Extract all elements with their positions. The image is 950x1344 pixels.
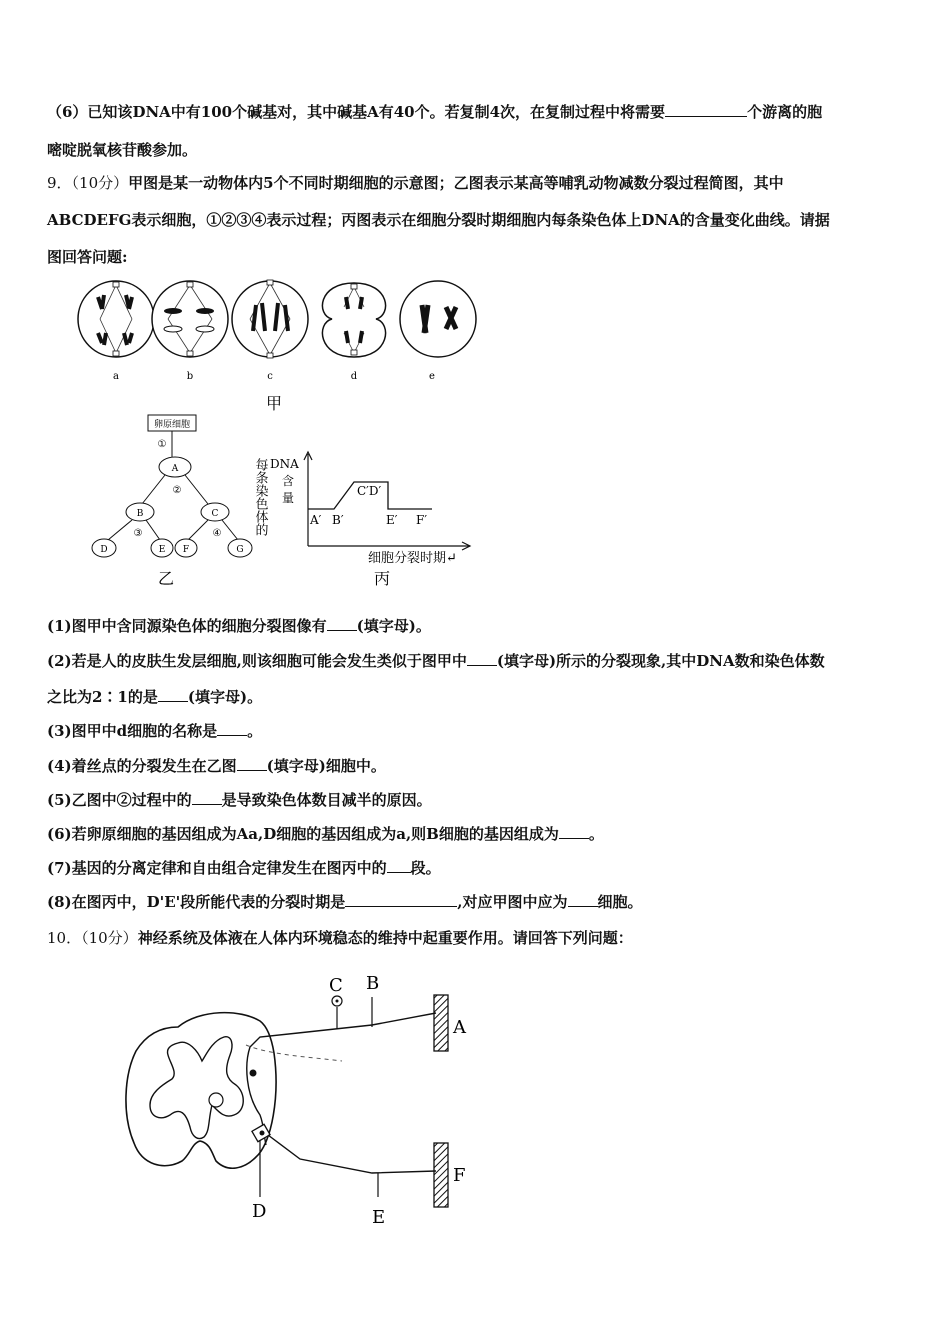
yi-node-f: F bbox=[182, 545, 190, 555]
q8-6-line1 bbox=[47, 102, 822, 122]
answer-blank[interactable] bbox=[387, 858, 411, 873]
q9-intro-line2: ABCDEFG表示细胞，①②③④表示过程；丙图表示在细胞分裂时期细胞内每条染色体上DNA的含量变化曲线。请据 bbox=[47, 211, 830, 229]
answer-blank[interactable] bbox=[192, 790, 222, 805]
q9-sub1-text-b: (填字母)。 bbox=[356, 617, 431, 635]
q9-sub4-text-a: (4)着丝点的分裂发生在乙图 bbox=[47, 757, 237, 775]
q9-sub5-text-b: 是导致染色体数目减半的原因。 bbox=[221, 791, 432, 809]
answer-blank[interactable] bbox=[345, 892, 457, 907]
q9-sub2-line2 bbox=[47, 687, 262, 707]
bing-ylabel-dna: DNA bbox=[270, 457, 299, 471]
reflex-label-b: B bbox=[366, 973, 380, 994]
q9-sub3 bbox=[47, 721, 262, 741]
cell-c bbox=[232, 280, 308, 358]
figure-yi bbox=[80, 412, 270, 592]
q9-sub7 bbox=[47, 858, 441, 878]
bing-ylabel-vertical: 每条染色体的 bbox=[252, 458, 268, 536]
yi-step4: ④ bbox=[212, 528, 222, 539]
bing-ylabel-han: 含 bbox=[282, 474, 295, 488]
figure-bing bbox=[248, 448, 478, 593]
q9-sub4-text-b: (填字母)细胞中。 bbox=[266, 757, 386, 775]
bing-pt-e: E′ bbox=[386, 513, 398, 527]
answer-blank[interactable] bbox=[327, 616, 357, 631]
answer-blank[interactable] bbox=[559, 824, 589, 839]
q9-sub7-text-a: (7)基因的分离定律和自由组合定律发生在图丙中的 bbox=[47, 859, 387, 877]
bing-pt-cd: C′D′ bbox=[357, 484, 382, 498]
q9-sub5 bbox=[47, 790, 432, 810]
q9-sub8-text-b: ,对应甲图中应为 bbox=[457, 893, 568, 911]
q10-text: 神经系统及体液在人体内环境稳态的维持中起重要作用。请回答下列问题： bbox=[137, 929, 633, 947]
bing-xlabel: 细胞分裂时期↵ bbox=[368, 551, 457, 566]
q8-6-text-a: （6）已知该DNA中有100个碱基对，其中碱基A有40个。若复制4次，在复制过程中将需要 bbox=[47, 103, 666, 121]
figure-jia bbox=[70, 275, 490, 415]
cell-label-e: e bbox=[429, 371, 435, 382]
q9-sub2-text-c: 之比为2∶1的是 bbox=[47, 688, 158, 706]
q9-sub6-text-b: 。 bbox=[588, 825, 604, 843]
q9-sub8-text-a: (8)在图丙中，D'E'段所能代表的分裂时期是 bbox=[47, 893, 346, 911]
answer-blank[interactable] bbox=[158, 687, 188, 702]
cell-a bbox=[78, 281, 154, 357]
cell-label-d: d bbox=[350, 371, 358, 382]
q9-sub3-text-a: (3)图甲中d细胞的名称是 bbox=[47, 722, 218, 740]
yi-node-a: A bbox=[171, 464, 179, 474]
q9-number: 9．（10分） bbox=[47, 174, 129, 192]
muscle-a bbox=[434, 995, 448, 1051]
q9-sub2-text-d: (填字母)。 bbox=[187, 688, 263, 706]
reflex-label-e: E bbox=[372, 1207, 386, 1228]
bing-pt-b: B′ bbox=[332, 513, 344, 527]
yi-node-d: D bbox=[100, 545, 108, 555]
q9-sub1-text-a: (1)图甲中含同源染色体的细胞分裂图像有 bbox=[47, 617, 327, 635]
q8-6-text-b: 个游离的胞 bbox=[747, 103, 823, 121]
q9-sub1 bbox=[47, 616, 431, 636]
cell-label-b: b bbox=[186, 371, 194, 382]
q9-sub5-text-a: (5)乙图中②过程中的 bbox=[47, 791, 192, 809]
q9-sub3-text-b: 。 bbox=[247, 722, 263, 740]
motor-pathway bbox=[268, 1135, 436, 1173]
figure-jia-caption: 甲 bbox=[265, 394, 283, 413]
figure-reflex-arc bbox=[120, 965, 480, 1230]
yi-step3: ③ bbox=[133, 528, 143, 539]
cell-b bbox=[152, 281, 228, 357]
figure-yi-caption: 乙 bbox=[157, 569, 175, 588]
figure-bing-caption: 丙 bbox=[373, 569, 391, 588]
cell-e bbox=[400, 281, 476, 357]
sensory-pathway bbox=[250, 1013, 436, 1047]
yi-node-g: G bbox=[236, 545, 244, 555]
q8-6-line2: 嘧啶脱氧核苷酸参加。 bbox=[47, 141, 198, 159]
q9-intro-line3: 图回答问题: bbox=[47, 248, 128, 266]
answer-blank[interactable] bbox=[665, 102, 747, 117]
bing-ylabel-liang: 量 bbox=[282, 491, 295, 505]
yi-node-b: B bbox=[136, 509, 144, 519]
yi-step1: ① bbox=[157, 439, 167, 450]
answer-blank[interactable] bbox=[217, 721, 247, 736]
q9-sub4 bbox=[47, 756, 386, 776]
q9-sub8-text-c: 细胞。 bbox=[597, 893, 643, 911]
answer-blank[interactable] bbox=[467, 651, 497, 666]
q9-sub6-text-a: (6)若卵原细胞的基因组成为Aa,D细胞的基因组成为a,则B细胞的基因组成为 bbox=[47, 825, 559, 843]
q9-intro-line1 bbox=[47, 173, 784, 193]
central-canal bbox=[209, 1093, 223, 1107]
reflex-label-d: D bbox=[252, 1201, 267, 1222]
q9-sub8 bbox=[47, 892, 643, 912]
yi-root: 卵原细胞 bbox=[153, 420, 191, 430]
yi-step2: ② bbox=[172, 485, 182, 496]
q9-sub7-text-b: 段。 bbox=[410, 859, 441, 877]
q9-sub6 bbox=[47, 824, 604, 844]
q9-intro-text1: 甲图是某一动物体内5个不同时期细胞的示意图；乙图表示某高等哺乳动物减数分裂过程简图，其中 bbox=[128, 174, 784, 192]
bing-pt-f: F′ bbox=[416, 513, 428, 527]
muscle-f bbox=[434, 1143, 448, 1207]
yi-node-c: C bbox=[211, 509, 219, 519]
cell-label-a: a bbox=[113, 371, 119, 382]
reflex-label-c: C bbox=[329, 975, 343, 996]
neuron-cell-body bbox=[250, 1070, 257, 1077]
q10-number: 10．（10分） bbox=[47, 929, 138, 947]
cell-label-c: c bbox=[267, 371, 273, 382]
yi-node-e: E bbox=[158, 545, 166, 555]
cell-d bbox=[322, 283, 385, 357]
reflex-label-a: A bbox=[453, 1017, 466, 1038]
q9-sub2-text-a: (2)若是人的皮肤生发层细胞,则该细胞可能会发生类似于图甲中 bbox=[47, 652, 467, 670]
answer-blank[interactable] bbox=[568, 892, 598, 907]
bing-pt-a: A′ bbox=[310, 513, 322, 527]
reflex-label-f: F bbox=[453, 1165, 466, 1186]
q9-sub2-line1 bbox=[47, 651, 825, 671]
answer-blank[interactable] bbox=[237, 756, 267, 771]
q10-intro bbox=[47, 928, 633, 948]
q9-sub2-text-b: (填字母)所示的分裂现象,其中DNA数和染色体数 bbox=[496, 652, 825, 670]
